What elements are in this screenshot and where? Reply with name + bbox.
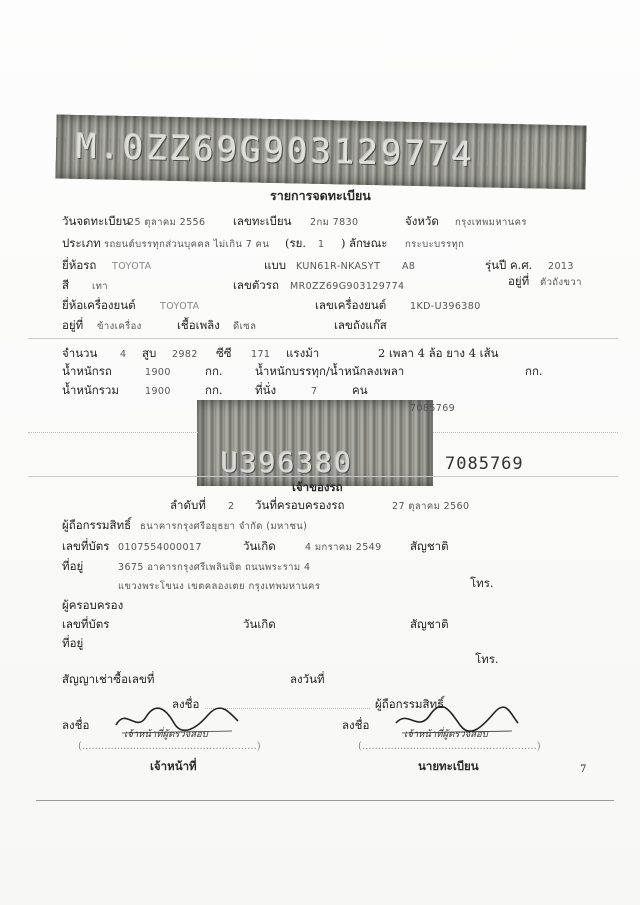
model-value: KUN61R-NKASYT	[296, 261, 381, 272]
cylinder-label: สูบ	[142, 346, 157, 360]
axle-text: 2 เพลา 4 ล้อ ยาง 4 เส้น	[378, 346, 499, 360]
order-label: ลำดับที่	[170, 498, 206, 512]
registrar-stamp-text: เจ้าหน้าที่ผู้ตรวจสอบ	[404, 729, 488, 740]
vehicle-weight-value: 1900	[145, 367, 171, 378]
chassis-value: MR0ZZ69G903129774	[290, 281, 405, 292]
possessor-address-label: ที่อยู่	[62, 636, 84, 650]
load-weight-label: น้ำหนักบรรทุก/น้ำหนักลงเพลา	[255, 364, 405, 378]
count-label: จำนวน	[62, 346, 98, 360]
reg-number-label: เลขทะเบียน	[233, 214, 292, 228]
holder-value: ธนาคารกรุงศรีอยุธยา จำกัด (มหาชน)	[140, 521, 308, 532]
fuel-value: ดีเซล	[233, 321, 257, 332]
engine-rubbing-text: U396380	[221, 446, 354, 479]
chassis-rubbing-text: M.0ZZ69G903129774	[75, 126, 476, 176]
model-year-label: รุ่นปี ค.ศ.	[485, 258, 533, 272]
gross-weight-value: 1900	[145, 386, 171, 397]
engine-number-rubbing	[197, 400, 433, 486]
gas-tank-label: เลขถังแก๊ส	[334, 318, 387, 332]
holder-sign-label: ลงชื่อ	[172, 697, 200, 711]
cylinder-value: 2982	[172, 349, 198, 360]
owner-address-label: ที่อยู่	[62, 559, 84, 573]
vehicle-style-value: กระบะบรรทุก	[405, 239, 465, 250]
registrar-title: นายทะเบียน	[418, 759, 479, 773]
reg-date-value: 25 ตุลาคม 2556	[128, 217, 206, 228]
load-weight-unit: กก.	[525, 364, 543, 378]
chassis-location-value: ตัวถังขวา	[540, 277, 582, 288]
vehicle-code-close: )	[341, 236, 346, 250]
possessor-dob-label: วันเกิด	[243, 617, 276, 631]
gross-weight-label: น้ำหนักรวม	[62, 383, 119, 397]
vehicle-weight-label: น้ำหนักรถ	[62, 364, 112, 378]
owner-dob-value: 4 มกราคม 2549	[305, 542, 382, 553]
officer-sign-label: ลงชื่อ	[62, 718, 90, 732]
possessor-tel-label: โทร.	[475, 652, 499, 666]
owner-address-line2: แขวงพระโขนง เขตคลองเตย กรุงเทพมหานคร	[118, 581, 321, 592]
bottom-border-line	[36, 800, 614, 801]
contract-number-label: สัญญาเช่าซื้อเลขที่	[62, 672, 155, 686]
province-label: จังหวัด	[405, 214, 439, 228]
holder-sign-role: ผู้ถือกรรมสิทธิ์	[375, 697, 445, 711]
reg-date-label: วันจดทะเบียน	[62, 214, 131, 228]
officer-title: เจ้าหน้าที่	[150, 759, 197, 773]
seats-label: ที่นั่ง	[255, 383, 277, 397]
reg-number-value: 2กม 7830	[310, 217, 359, 228]
vehicle-style-label: ลักษณะ	[349, 236, 388, 250]
owner-nationality-label: สัญชาติ	[410, 539, 449, 553]
chassis-location-label: อยู่ที่	[508, 274, 530, 288]
engine-location-label: อยู่ที่	[62, 318, 84, 332]
brand-value: TOYOTA	[112, 261, 152, 272]
vehicle-type-label: ประเภท	[62, 236, 101, 250]
chassis-label: เลขตัวรถ	[233, 278, 279, 292]
owner-dob-label: วันเกิด	[243, 539, 276, 553]
horsepower-label: แรงม้า	[286, 346, 320, 360]
dotted-line	[433, 432, 618, 433]
officer-name-paren: (.......................................................)	[78, 741, 261, 752]
color-value: เทา	[92, 281, 109, 292]
model-label: แบบ	[264, 258, 287, 272]
divider-line	[28, 476, 618, 477]
possessor-nationality-label: สัญชาติ	[410, 617, 449, 631]
dotted-line	[28, 432, 198, 433]
gross-weight-unit: กก.	[205, 383, 223, 397]
cc-label: ซีซี	[216, 346, 232, 360]
possess-date-value: 27 ตุลาคม 2560	[392, 501, 470, 512]
possessor-id-label: เลขที่บัตร	[62, 617, 110, 631]
page-number: 7	[580, 764, 587, 775]
vehicle-code-value: 1	[318, 239, 325, 250]
registrar-sign-label: ลงชื่อ	[342, 718, 370, 732]
model-year-value: 2013	[548, 261, 574, 272]
side-number-large: 7085769	[445, 454, 524, 474]
owner-id-label: เลขที่บัตร	[62, 539, 110, 553]
owner-id-value: 0107554000017	[118, 542, 202, 553]
owner-tel-label: โทร.	[470, 576, 494, 590]
engine-location-value: ข้างเครื่อง	[97, 321, 142, 332]
vehicle-type-value: รถยนต์บรรทุกส่วนบุคคล ไม่เกิน 7 คน	[104, 239, 270, 250]
page-title: รายการจดทะเบียน	[270, 188, 371, 203]
possessor-label: ผู้ครอบครอง	[62, 598, 124, 612]
engine-number-label: เลขเครื่องยนต์	[315, 298, 387, 312]
engine-number-value: 1KD-U396380	[410, 301, 481, 312]
vehicle-weight-unit: กก.	[205, 364, 223, 378]
order-value: 2	[228, 501, 235, 512]
engine-brand-value: TOYOTA	[160, 301, 200, 312]
count-value: 4	[120, 349, 127, 360]
contract-date-label: ลงวันที่	[290, 672, 325, 686]
owner-header: เจ้าของรถ	[292, 480, 343, 494]
officer-signature	[112, 703, 242, 739]
vehicle-code-label: (รย.	[285, 236, 307, 250]
seats-value: 7	[311, 386, 318, 397]
officer-stamp-text: เจ้าหน้าที่ผู้ตรวจสอบ	[124, 729, 208, 740]
registrar-signature	[392, 703, 522, 739]
seats-unit: คน	[352, 383, 368, 397]
brand-label: ยี่ห้อรถ	[62, 258, 97, 272]
province-value: กรุงเทพมหานคร	[455, 217, 527, 228]
fuel-label: เชื้อเพลิง	[177, 318, 220, 332]
model-suffix: A8	[402, 261, 416, 272]
side-number: 7085769	[410, 403, 456, 414]
engine-brand-label: ยี่ห้อเครื่องยนต์	[62, 298, 136, 312]
divider-line	[28, 338, 618, 339]
color-label: สี	[62, 278, 70, 292]
owner-address-line1: 3675 อาคารกรุงศรีเพลินจิต ถนนพระราม 4	[118, 562, 311, 573]
cc-value: 171	[251, 349, 271, 360]
holder-label: ผู้ถือกรรมสิทธิ์	[62, 518, 132, 532]
chassis-number-rubbing	[55, 114, 586, 189]
registrar-name-paren: (.......................................................)	[358, 741, 541, 752]
possess-date-label: วันที่ครอบครองรถ	[255, 498, 345, 512]
